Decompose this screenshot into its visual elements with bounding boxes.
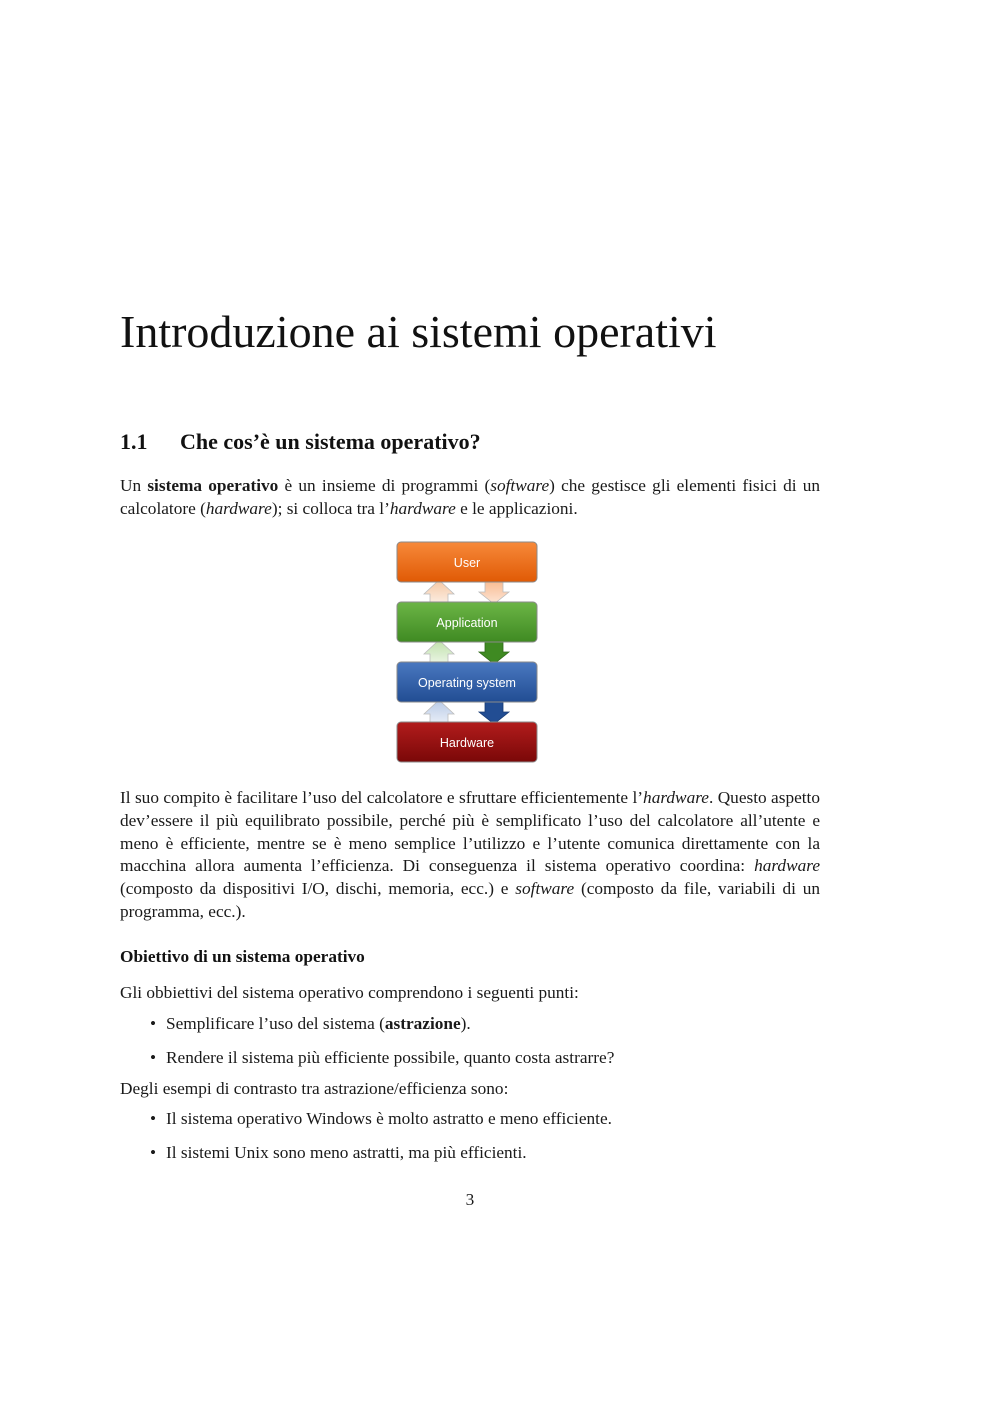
bullet-icon: • xyxy=(149,1143,157,1162)
intro-text-2: è un insieme di programmi ( xyxy=(278,476,491,495)
section-heading xyxy=(120,427,481,457)
list-item xyxy=(148,1012,614,1036)
objective-lead: Gli obbiettivi del sistema operativo comprendono i seguenti punti: xyxy=(120,983,579,1002)
layer-label-hardware: Hardware xyxy=(439,736,495,750)
list-item xyxy=(148,1046,614,1070)
example2-text: Il sistemi Unix sono meno astratti, ma più efficienti. xyxy=(166,1143,527,1162)
intro-italic-2: hardware xyxy=(205,498,272,518)
page-number: 3 xyxy=(465,1190,475,1209)
objective-list xyxy=(148,1012,614,1070)
intro-italic-3: hardware xyxy=(389,498,456,518)
os-layers-diagram xyxy=(390,536,550,772)
bullet-icon: • xyxy=(149,1048,157,1067)
body-italic-3: software xyxy=(515,879,575,899)
item2-text: Rendere il sistema più efficiente possibile, quanto costa astrarre? xyxy=(166,1048,615,1067)
item1-text-end: ). xyxy=(460,1014,471,1033)
intro-text-5: e le applicazioni. xyxy=(455,498,578,518)
examples-lead: Degli esempi di contrasto tra astrazione/efficienza sono: xyxy=(120,1079,509,1098)
intro-bold-term: sistema operativo xyxy=(147,476,279,495)
body-italic-2: hardware xyxy=(754,856,820,876)
layer-operating-system xyxy=(397,662,537,702)
bullet-icon: • xyxy=(149,1109,157,1128)
body-text-2: . Questo aspetto dev’essere il più equilibrato possibile, perché più è semplificato l’uso del calcolatore all’utente e meno è efficiente, mentre se è meno semplice l’utilizzo e l’utente comunica direttamente con la macchina allora aumenta l’efficienza. Di conseguenza il sistema operativo coordina: xyxy=(120,788,821,876)
intro-text-1: Un xyxy=(120,476,148,495)
body-italic-1: hardware xyxy=(643,788,709,807)
layer-label-operating-system: Operating system xyxy=(418,676,516,690)
example1-text: Il sistema operativo Windows è molto astratto e meno efficiente. xyxy=(166,1109,612,1128)
bullet-icon: • xyxy=(149,1014,157,1033)
list-item xyxy=(148,1107,612,1131)
item1-bold: astrazione xyxy=(384,1014,461,1033)
intro-paragraph xyxy=(120,475,820,521)
intro-italic-1: software xyxy=(490,476,550,495)
examples-list xyxy=(148,1107,612,1165)
section-number: 1.1 xyxy=(120,429,148,454)
section-title: Che cos’è un sistema operativo? xyxy=(180,429,481,454)
body-text-3: (composto da dispositivi I/O, dischi, memoria, ecc.) e xyxy=(120,879,516,899)
objective-heading: Obiettivo di un sistema operativo xyxy=(120,947,365,966)
layer-label-user: User xyxy=(453,556,481,570)
layer-label-application: Application xyxy=(436,616,498,630)
intro-text-4: ); si colloca tra l’ xyxy=(271,498,390,518)
body-text-4: (composto da file, variabili di un programma, ecc.). xyxy=(120,879,820,921)
layer-user xyxy=(397,542,537,582)
body-paragraph xyxy=(120,787,820,924)
intro-text-3: ) che gestisce gli elementi fisici di un calcolatore ( xyxy=(120,476,821,518)
layer-application xyxy=(397,602,537,642)
list-item xyxy=(148,1141,612,1165)
chapter-title: Introduzione ai sistemi operativi xyxy=(120,306,717,357)
item1-text: Semplificare l’uso del sistema ( xyxy=(166,1014,385,1033)
body-text-1: Il suo compito è facilitare l’uso del calcolatore e sfruttare efficientemente l’ xyxy=(120,788,644,807)
layer-hardware xyxy=(397,722,537,762)
